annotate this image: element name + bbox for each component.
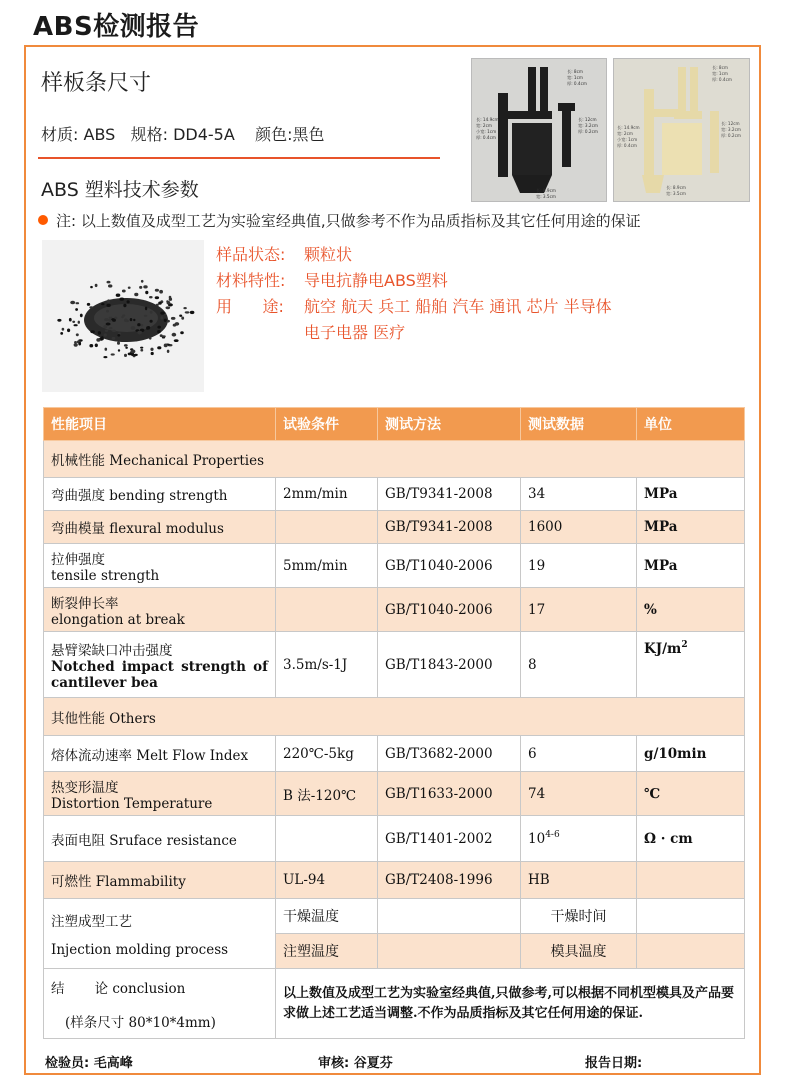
tan-left-dim-1: 长: 14.9cm [617, 125, 640, 130]
row-method: GB/T1843-2000 [378, 632, 521, 698]
row-unit: ℃ [637, 772, 745, 816]
row-condition: 5mm/min [276, 544, 378, 588]
black-left-dim-3: 小宽: 1cm [476, 129, 497, 134]
row-method: GB/T2408-1996 [378, 862, 521, 899]
black-top-dim-2: 宽: 1cm [567, 75, 583, 80]
row-item-en-2: cantilever bea [51, 674, 158, 691]
row-condition [276, 816, 378, 862]
use-value-line1: 航空 航天 兵工 船舶 汽车 通讯 芯片 半导体 [304, 297, 612, 316]
table-row [44, 816, 745, 862]
dry-temp-label: 干燥温度 [276, 899, 378, 934]
row-item-en: elongation at break [51, 611, 185, 628]
feature-row [216, 268, 612, 294]
black-top-dim-1: 长: 8cm [567, 69, 583, 74]
row-value: 8 [521, 632, 637, 698]
row-condition: 2mm/min [276, 478, 378, 511]
injection-label-cn: 注塑成型工艺 [51, 913, 132, 930]
dry-temp-value [378, 899, 521, 934]
use-value-line2: 电子电器 医疗 [304, 323, 406, 342]
row-item [44, 544, 276, 588]
row-item-en: tensile strength [51, 567, 160, 584]
state-label: 样品状态: [216, 245, 286, 264]
tan-top-dim-2: 宽: 1cm [712, 71, 728, 76]
mold-temp-label: 模具温度 [521, 934, 637, 969]
use-row-2 [216, 320, 612, 346]
material-spec-line [41, 122, 325, 145]
row-condition [276, 511, 378, 544]
black-sample-photo [471, 58, 607, 202]
row-item: 熔体流动速率 Melt Flow Index [44, 736, 276, 772]
table-header-row [44, 408, 745, 441]
inspector: 检验员: 毛高峰 [45, 1056, 133, 1071]
feature-label: 材料特性: [216, 271, 286, 290]
row-unit: MPa [637, 478, 745, 511]
conclusion-row [44, 969, 745, 1039]
black-top-dim-3: 厚: 0.4cm [567, 81, 587, 86]
material-value: ABS [83, 125, 116, 144]
row-item-cn: 断裂伸长率 [51, 595, 119, 612]
injection-label-en: Injection molding process [51, 941, 229, 958]
row-value: 6 [521, 736, 637, 772]
group-row [44, 441, 745, 478]
table-row [44, 588, 745, 632]
state-row [216, 242, 612, 268]
black-right-dim-1: 长: 12cm [578, 117, 597, 122]
value-superscript: 4-6 [545, 830, 560, 840]
row-method: GB/T1040-2006 [378, 588, 521, 632]
tan-left-dim-4: 厚: 0.4cm [617, 143, 637, 148]
row-unit: Ω · cm [637, 816, 745, 862]
row-item: 弯曲强度 bending strength [44, 478, 276, 511]
row-method: GB/T1040-2006 [378, 544, 521, 588]
value-base: 10 [528, 831, 546, 847]
sample-dimension-title: 样板条尺寸 [41, 71, 152, 96]
page-title: ABS检测报告 [33, 12, 200, 42]
pellets-photo [42, 240, 204, 392]
row-item [44, 588, 276, 632]
black-bottom-dim-1: 长: 8.9cm [536, 188, 556, 193]
black-left-dim-4: 厚: 0.4cm [476, 135, 496, 140]
tan-top-dim-1: 长: 8cm [712, 65, 728, 70]
row-value: HB [521, 862, 637, 899]
report-date: 报告日期: [585, 1056, 643, 1071]
group-row [44, 698, 745, 736]
black-left-dim-2: 宽: 2cm [476, 123, 492, 128]
tan-right-dim-1: 长: 12cm [721, 121, 740, 126]
tan-top-dim-3: 厚: 0.4cm [712, 77, 732, 82]
row-condition: UL-94 [276, 862, 378, 899]
header-data: 测试数据 [521, 408, 637, 441]
unit-base: KJ/m [644, 641, 682, 657]
black-bottom-dim-2: 宽: 3.5cm [536, 194, 556, 199]
tan-left-dim-2: 宽: 2cm [617, 131, 633, 136]
spec-label: 规格: [130, 125, 168, 144]
disclaimer-text: 注: 以上数值及成型工艺为实验室经典值,只做参考不作为品质指标及其它任何用途的保证 [56, 212, 641, 230]
header-condition: 试验条件 [276, 408, 378, 441]
row-item: 表面电阻 Sruface resistance [44, 816, 276, 862]
unit-superscript: 2 [681, 640, 688, 650]
row-value [521, 816, 637, 862]
group-mechanical: 机械性能 Mechanical Properties [44, 441, 745, 478]
injection-row [44, 899, 745, 934]
state-value: 颗粒状 [304, 245, 353, 264]
row-item [44, 632, 276, 698]
inject-temp-label: 注塑温度 [276, 934, 378, 969]
row-value: 1600 [521, 511, 637, 544]
tan-sample-photo [613, 58, 750, 202]
row-method: GB/T1633-2000 [378, 772, 521, 816]
injection-label [44, 899, 276, 969]
table-row [44, 772, 745, 816]
params-title: ABS 塑料技术参数 [41, 179, 199, 201]
row-unit [637, 862, 745, 899]
row-method: GB/T1401-2002 [378, 816, 521, 862]
header-unit: 单位 [637, 408, 745, 441]
row-unit [637, 632, 745, 698]
mold-temp-value [637, 934, 745, 969]
row-value: 17 [521, 588, 637, 632]
table-row [44, 736, 745, 772]
black-left-dim-1: 长: 14.9cm [476, 117, 499, 122]
row-unit: g/10min [637, 736, 745, 772]
table-row [44, 544, 745, 588]
use-row [216, 294, 612, 320]
tan-right-dim-2: 宽: 3.2cm [721, 127, 741, 132]
row-condition: 220℃-5kg [276, 736, 378, 772]
row-unit: % [637, 588, 745, 632]
row-value: 34 [521, 478, 637, 511]
tan-right-dim-3: 厚: 0.2cm [721, 133, 741, 138]
row-unit: MPa [637, 544, 745, 588]
divider [38, 157, 440, 159]
row-method: GB/T9341-2008 [378, 511, 521, 544]
material-label: 材质: [41, 125, 79, 144]
conclusion-label-2: (样条尺寸 80*10*4mm) [65, 1014, 216, 1031]
header-item: 性能项目 [44, 408, 276, 441]
group-others: 其他性能 Others [44, 698, 745, 736]
row-item-en: Distortion Temperature [51, 795, 213, 812]
row-unit: MPa [637, 511, 745, 544]
row-item: 弯曲模量 flexural modulus [44, 511, 276, 544]
color-label: 颜色: [255, 125, 293, 144]
row-condition: 3.5m/s-1J [276, 632, 378, 698]
sample-properties [216, 242, 612, 346]
conclusion-label-1: 结 论 conclusion [51, 980, 186, 997]
feature-value: 导电抗静电ABS塑料 [304, 271, 448, 290]
dry-time-value [637, 899, 745, 934]
color-value: 黑色 [292, 125, 325, 144]
row-item-cn: 拉伸强度 [51, 551, 105, 568]
table-row [44, 862, 745, 899]
row-item-cn: 悬臂梁缺口冲击强度 [51, 642, 173, 659]
row-item-cn: 热变形温度 [51, 779, 119, 796]
dry-time-label: 干燥时间 [521, 899, 637, 934]
row-method: GB/T3682-2000 [378, 736, 521, 772]
header-method: 测试方法 [378, 408, 521, 441]
row-condition [276, 588, 378, 632]
table-row [44, 632, 745, 698]
row-item [44, 772, 276, 816]
disclaimer-note [38, 210, 641, 231]
row-item: 可燃性 Flammability [44, 862, 276, 899]
row-condition: B 法-120℃ [276, 772, 378, 816]
tan-bottom-dim-2: 宽: 3.5cm [666, 191, 686, 196]
tan-bottom-dim-1: 长: 8.9cm [666, 185, 686, 190]
tan-left-dim-3: 小宽: 1cm [617, 137, 638, 142]
use-label: 用 途: [216, 297, 284, 316]
inject-temp-value [378, 934, 521, 969]
bullet-dot-icon [38, 215, 48, 225]
black-right-dim-2: 宽: 3.2cm [578, 123, 598, 128]
spec-table [43, 407, 745, 1039]
row-method: GB/T9341-2008 [378, 478, 521, 511]
spec-value: DD4-5A [173, 125, 235, 144]
row-value: 19 [521, 544, 637, 588]
conclusion-label [44, 969, 276, 1039]
black-right-dim-3: 厚: 0.2cm [578, 129, 598, 134]
row-value: 74 [521, 772, 637, 816]
conclusion-text: 以上数值及成型工艺为实验室经典值,只做参考,可以根据不同机型模具及产品要求做上述工艺适当调整.不作为品质指标及其它任何用途的保证. [276, 969, 745, 1039]
row-item-en: Notched impact strength of [51, 658, 268, 675]
table-row [44, 511, 745, 544]
table-row [44, 478, 745, 511]
reviewer: 审核: 谷夏芬 [318, 1056, 393, 1071]
